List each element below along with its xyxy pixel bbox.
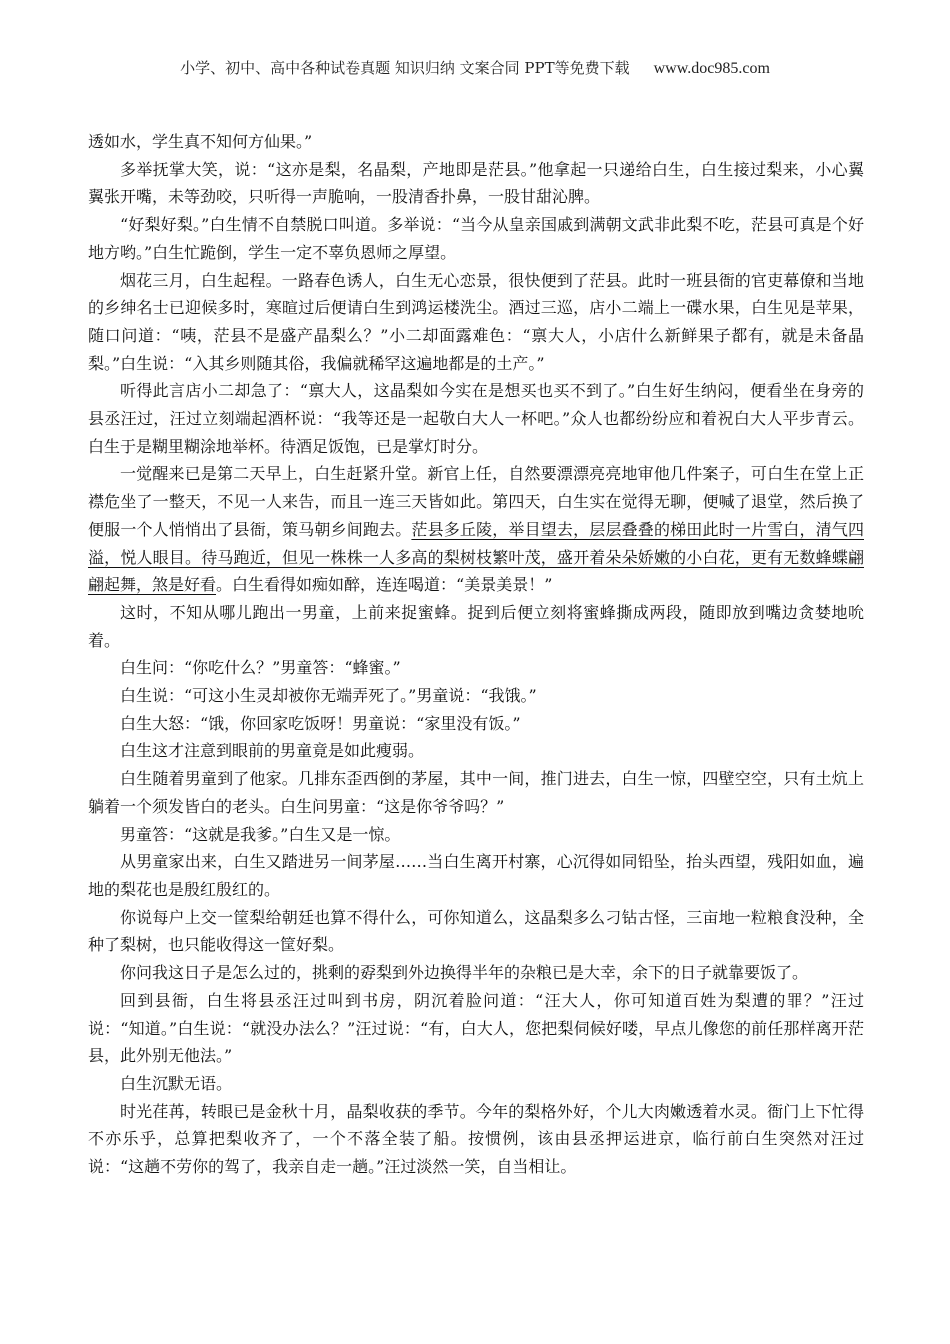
paragraph-with-underline (88, 460, 864, 599)
paragraph: 听得此言店小二却急了：“禀大人，这晶梨如今实在是想买也买不到了。”白生好生纳闷，便看坐在身旁的县丞汪过，汪过立刻端起酒杯说：“我等还是一起敬白大人一杯吧。”众人也都纷纷应和着祝白大人平步青云。白生于是糊里糊涂地举杯。待酒足饭饱，已是掌灯时分。 (88, 381, 864, 456)
paragraph: 多举抚掌大笑，说：“这亦是梨，名晶梨，产地即是茫县。”他拿起一只递给白生，白生接过梨来，小心翼翼张开嘴，未等劲咬，只听得一声脆响，一股清香扑鼻，一股甘甜沁脾。 (88, 159, 864, 207)
paragraph: 时光荏苒，转眼已是金秋十月，晶梨收获的季节。今年的梨格外好，个儿大肉嫩透着水灵。衙门上下忙得不亦乐乎，总算把梨收齐了，一个不落全装了船。按惯例，该由县丞押运进京，临行前白生突然对汪过说：“这趟不劳你的驾了，我亲自走一趟。”汪过淡然一笑，自当相让。 (88, 1101, 864, 1177)
paragraph: 白生问：“你吃什么？”男童答：“蜂蜜。” (120, 658, 401, 678)
paragraph-text-before: 一觉醒来已是第二天早上，白生赶紧升堂。新官上任，自然要漂漂亮亮地审他几件案子，可白生在堂上正襟危坐了一整天，不见一人来告，而且一连三天皆如此。第四天，白生实在觉得无聊，便喊了退堂，然后换了便服一个人悄悄出了县衙，策马朝乡间跑去。 (88, 464, 864, 539)
header-text: 小学、初中、高中各种试卷真题 知识归纳 文案合同 PPT等免费下载 (180, 59, 630, 77)
paragraph: 男童答：“这就是我爹。”白生又是一惊。 (120, 824, 401, 844)
paragraph: 白生随着男童到了他家。几排东歪西倒的茅屋，其中一间，推门进去，白生一惊，四壁空空，只有土炕上躺着一个须发皆白的老头。白生问男童：“这是你爷爷吗？” (88, 769, 864, 816)
paragraph: “好梨好梨。”白生情不自禁脱口叫道。多举说：“当今从皇亲国戚到满朝文武非此梨不吃，茫县可真是个好地方哟。”白生忙跪倒，学生一定不辜负恩师之厚望。 (88, 215, 864, 262)
article-body (88, 128, 864, 1181)
paragraph: 回到县衙，白生将县丞汪过叫到书房，阴沉着脸问道：“汪大人，你可知道百姓为梨遭的罪？”汪过说：“知道。”白生说：“就没办法么？”汪过说：“有，白大人，您把梨伺候好喽，早点儿像您的前任那样离开茫县，此外别无他法。” (88, 990, 864, 1066)
paragraph: 透如水，学生真不知何方仙果。” (88, 132, 313, 151)
page-header (0, 58, 950, 79)
paragraph: 你问我这日子是怎么过的，挑剩的孬梨到外边换得半年的杂粮已是大幸，余下的日子就靠要饭了。 (120, 963, 809, 983)
underlined-passage: 茫县多丘陵，举目望去，层层叠叠的梯田此时一片雪白，清气四溢，悦人眼目。待马跑近，但见一株株一人多高的梨树枝繁叶茂，盛开着朵朵娇嫩的小白花，更有无数蜂蝶翩翩起舞，煞是好看 (88, 519, 864, 595)
paragraph: 白生这才注意到眼前的男童竟是如此瘦弱。 (120, 741, 425, 761)
paragraph-text-after: 。白生看得如痴如醉，连连喝道：“美景美景！” (216, 575, 553, 595)
header-site-link[interactable]: www.doc985.com (653, 60, 770, 77)
paragraph: 白生大怒：“饿，你回家吃饭呀！男童说：“家里没有饭。” (120, 713, 521, 733)
paragraph: 烟花三月，白生起程。一路春色诱人，白生无心恋景，很快便到了茫县。此时一班县衙的官吏幕僚和当地的乡绅名士已迎候多时，寒暄过后便请白生到鸿运楼洗尘。酒过三巡，店小二端上一碟水果，白生见是苹果，随口问道：“咦，茫县不是盛产晶梨么？”小二却面露难色：“禀大人，小店什么新鲜果子都有，就是未备晶梨。”白生说：“入其乡则随其俗，我偏就稀罕这遍地都是的土产。” (88, 270, 864, 373)
paragraph: 你说每户上交一筐梨给朝廷也算不得什么，可你知道么，这晶梨多么刁钻古怪，三亩地一粒粮食没种，全种了梨树，也只能收得这一筐好梨。 (88, 907, 864, 955)
paragraph: 这时，不知从哪儿跑出一男童，上前来捉蜜蜂。捉到后便立刻将蜜蜂撕成两段，随即放到嘴边贪婪地吮着。 (88, 602, 864, 650)
paragraph: 白生沉默无语。 (120, 1073, 233, 1093)
paragraph: 从男童家出来，白生又踏进另一间茅屋……当白生离开村寨，心沉得如同铅坠，抬头西望，残阳如血，遍地的梨花也是殷红殷红的。 (88, 852, 864, 899)
paragraph: 白生说：“可这小生灵却被你无端弄死了。”男童说：“我饿。” (120, 686, 537, 706)
